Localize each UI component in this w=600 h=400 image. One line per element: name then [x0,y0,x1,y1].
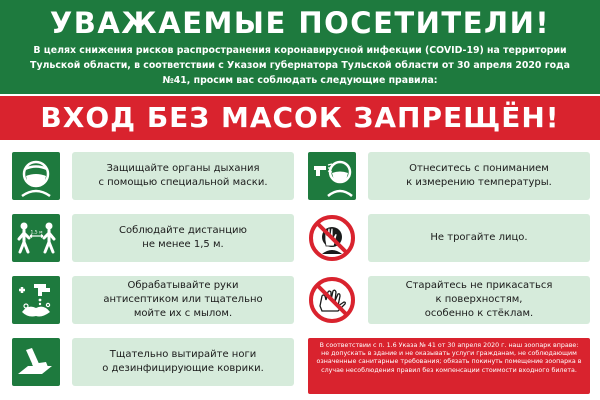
rule-row-surface [308,276,590,324]
rule-text: Не трогайте лицо. [368,214,590,262]
rule-row-distance [12,214,294,262]
rule-row-doormat [12,338,294,386]
page-title: УВАЖАЕМЫЕ ПОСЕТИТЕЛИ! [49,6,551,40]
rule-text: Отнеситесь с пониманием к измерению температуры. [368,152,590,200]
no-mask-banner: ВХОД БЕЗ МАСОК ЗАПРЕЩЁН! [0,96,600,140]
distance-icon [12,214,60,262]
thermometer-icon [308,152,356,200]
svg-text:1,5 м: 1,5 м [30,230,43,236]
header [0,0,600,94]
rule-row-temperature [308,152,590,200]
rule-row-hands [12,276,294,324]
doormat-icon [12,338,60,386]
rule-row-mask [12,152,294,200]
legal-notice: В соответствии с п. 1.6 Указа № 41 от 30 апреля 2020 г. наш зоопарк вправе: не допускать в здание и не оказывать услуги гражданам, не соблюдающим означенные санитарные требования; обязать покинуть помещение зоопарка в случае несоблюдения правил без компенсации стоимости входного билета. [308,338,590,394]
hand-sanitizer-icon [12,276,60,324]
rule-text: Старайтесь не прикасаться к поверхностям, особенно к стёклам. [368,276,590,324]
rule-row-face [308,214,590,262]
no-touch-surface-icon [308,276,356,324]
face-mask-icon [12,152,60,200]
rule-text: Защищайте органы дыхания с помощью специальной маски. [72,152,294,200]
page-subtitle: В целях снижения рисков распространения коронавирусной инфекции (COVID-19) на территории Тульской области, в соответствии с Указом губернатора Тульской области от 30 апреля 2020 года №41, просим вас соблюдать следующие правила: [30,45,570,86]
no-face-touch-icon [308,214,356,262]
rule-text: Обрабатывайте руки антисептиком или тщательно мойте их с мылом. [72,276,294,324]
rule-text: Соблюдайте дистанцию не менее 1,5 м. [72,214,294,262]
rule-text: Тщательно вытирайте ноги о дезинфицирующие коврики. [72,338,294,386]
